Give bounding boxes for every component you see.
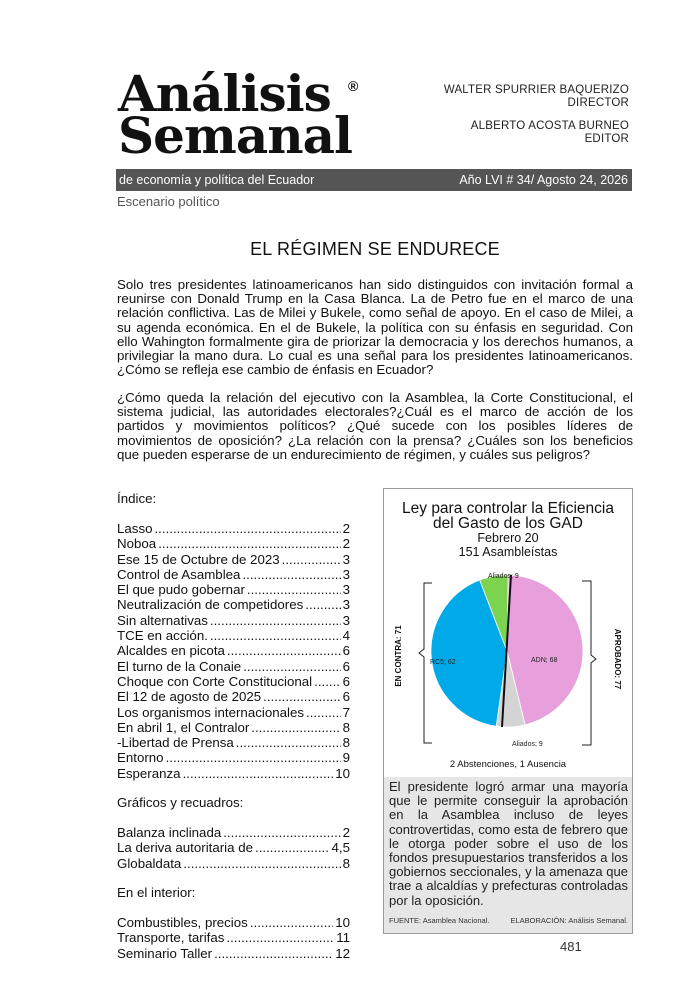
index-entry-page: 3 <box>342 566 350 582</box>
index-entry-title: El 12 de agosto de 2025 <box>117 689 262 705</box>
editor-role: EDITOR <box>584 133 629 145</box>
index-dot-leader <box>183 766 334 781</box>
index-entry-title: En abril 1, el Contralor <box>117 719 250 735</box>
index-entry <box>117 643 350 658</box>
index-entry-title: Control de Asamblea <box>117 566 241 582</box>
index-entry <box>117 705 350 720</box>
logo-line1: Análisis <box>118 64 331 123</box>
index-entry-title: -Libertad de Prensa <box>117 735 234 751</box>
chart-credits <box>389 916 628 925</box>
index-entry-page: 7 <box>342 704 350 720</box>
index-dot-leader <box>166 750 341 765</box>
pie-slice-label: Aliados; 9 <box>512 741 543 748</box>
index-entry-title: Lasso <box>117 521 153 536</box>
editor-name: ALBERTO ACOSTA BURNEO <box>470 120 629 132</box>
index-entry-title: Esperanza <box>117 765 181 781</box>
index-entry-page: 8 <box>342 735 350 751</box>
registered-mark: ® <box>348 78 359 94</box>
index-entry-page: 6 <box>342 658 350 674</box>
chart-area <box>384 489 632 777</box>
index-entry-page: 8 <box>342 719 350 735</box>
index-entry-title: La deriva autoritaria de <box>117 840 254 856</box>
interior-heading: En el interior: <box>117 884 196 900</box>
index-dot-leader <box>314 674 340 689</box>
index-entry-page: 10 <box>335 765 350 781</box>
index-entry-page: 2 <box>342 825 350 841</box>
index-entry <box>117 659 350 674</box>
index-entry-page: 6 <box>342 643 350 659</box>
index-dot-leader <box>250 915 333 930</box>
index-dot-leader <box>214 946 333 961</box>
logo-line2: Semanal <box>118 106 352 165</box>
index-entry-title: Entorno <box>117 750 164 766</box>
tagline: de economía y política del Ecuador <box>119 173 315 187</box>
index-entry-title: El turno de la Conaie <box>117 658 242 674</box>
index-entry-title: Los organismos internacionales <box>117 704 305 720</box>
index-dot-leader <box>282 552 341 567</box>
index-entry <box>117 766 350 781</box>
index-entry-title: Balanza inclinada <box>117 825 222 841</box>
index-entry-page: 11 <box>336 930 350 946</box>
index-entry <box>117 735 350 750</box>
index-entry <box>117 567 350 582</box>
pie-slice-label: RC5; 62 <box>430 659 456 666</box>
index-dot-leader <box>154 521 340 536</box>
index-entry <box>117 856 350 871</box>
index-entry <box>117 521 350 536</box>
index-entry-title: Choque con Corte Constitucional <box>117 673 313 689</box>
index-entry-title: Transporte, tarifas <box>117 930 225 946</box>
index-entry <box>117 674 350 689</box>
index-entry-page: 6 <box>342 673 350 689</box>
pie-chart <box>384 489 632 777</box>
index-entry-page: 2 <box>342 521 350 536</box>
index-entry <box>117 840 350 855</box>
caption-area <box>384 777 632 933</box>
questions-paragraph: ¿Cómo queda la relación del ejecutivo con la Asamblea, la Corte Constitucional, el sistema judicial, las autoridades electorales?¿Cuál es el marco de acción de los partidos y movimientos políticos? ¿Qué sucede con los posibles líderes de movimientos de oposición? ¿La relación con la prensa? ¿Cuáles son los beneficios que pueden esperarse de un endurecimiento de régimen, y cuáles sus peligros? <box>117 390 633 462</box>
index-entry-page: 3 <box>342 612 350 628</box>
index-entry-title: Alcaldes en picota <box>117 643 225 659</box>
index-entry-page: 10 <box>335 914 350 930</box>
index-entry-title: Seminario Taller <box>117 945 213 961</box>
director-role: DIRECTOR <box>567 97 629 109</box>
index-entry-title: Globaldata <box>117 855 182 871</box>
page-number: 481 <box>560 939 582 954</box>
group-label-en-contra: EN CONTRA: 71 <box>394 625 403 687</box>
index-entry-page: 3 <box>342 551 350 567</box>
index-entry <box>117 930 350 945</box>
index-entry-title: Sin alternativas <box>117 612 208 628</box>
chart-date: Febrero 20 <box>477 531 539 545</box>
index-dot-leader <box>251 720 340 735</box>
chart-title-line2: del Gasto de los GAD <box>433 515 583 532</box>
chart-elaboration: ELABORACIÓN: Análisis Semanal. <box>510 916 628 925</box>
index-entry-title: El que pudo gobernar <box>117 582 245 598</box>
index-entry-title: TCE en acción. <box>117 628 208 644</box>
index-entry-page: 8 <box>342 855 350 871</box>
index-entry-title: Neutralización de competidores <box>117 597 304 613</box>
index-entry <box>117 613 350 628</box>
intro-paragraph: Solo tres presidentes latinoamericanos han sido distinguidos con invitación formal a reunirse con Donald Trump en la Casa Blanca. La de Petro fue en el marco de una relación conflictiva. Las de Milei y Bukele, como señal de apoyo. En el caso de Milei, a su agenda económica. En el de Bukele, la política con su énfasis en seguridad. Con ello Wahington formalmente gira de priorizar la democracia y los derechos humanos, a privilegiar la mano dura. Lo cual es una señal para los presidentes latinoamericanos. ¿Cómo se refleja ese cambio de énfasis en Ecuador? <box>117 277 633 378</box>
chart-members: 151 Asambleístas <box>458 545 558 559</box>
index-dot-leader <box>247 582 341 597</box>
masthead-logo <box>118 64 378 165</box>
index-dot-leader <box>223 825 340 840</box>
index-entry-page: 12 <box>335 945 350 961</box>
index-dot-leader <box>183 856 340 871</box>
index-entry <box>117 720 350 735</box>
index-entry <box>117 825 350 840</box>
index-entry <box>117 946 350 961</box>
index-dot-leader <box>210 628 341 643</box>
right-bracket <box>582 581 596 745</box>
index-entry <box>117 582 350 597</box>
index-entry-page: 9 <box>342 750 350 766</box>
index-entry-page: 4 <box>342 628 350 644</box>
pie-slice-label: ADN; 68 <box>531 657 558 664</box>
section-label: Escenario político <box>117 194 220 209</box>
pie-slice-label: Aliados; 9 <box>488 573 519 580</box>
index-dot-leader <box>210 613 341 628</box>
index-dot-leader <box>306 705 341 720</box>
index-dot-leader <box>227 643 341 658</box>
index-dot-leader <box>305 597 340 612</box>
header-band <box>116 169 632 191</box>
index-dot-leader <box>255 840 329 855</box>
chart-caption: El presidente logró armar una mayoría que le permite conseguir la aprobación en la Asamblea incluso de leyes controvertidas, como esta de febrero que le otorga poder sobre el uso de los fondos presupuestarios transferidos a los gobiernos seccionales, y la amenaza que trae a alcaldías y prefecturas controladas por la oposición. <box>389 779 628 908</box>
index-entry <box>117 628 350 643</box>
chart-footnote: 2 Abstenciones, 1 Ausencia <box>449 759 567 770</box>
chart-box <box>383 488 633 934</box>
index-dot-leader <box>243 659 340 674</box>
chart-source: FUENTE: Asamblea Nacional. <box>389 916 490 925</box>
article-title: EL RÉGIMEN SE ENDURECE <box>250 239 500 259</box>
index-entry <box>117 552 350 567</box>
graphics-heading: Gráficos y recuadros: <box>117 795 244 811</box>
index-entry-page: 4,5 <box>331 840 350 856</box>
index-entry <box>117 750 350 765</box>
index-entry-page: 2 <box>342 536 350 552</box>
index-entry <box>117 597 350 612</box>
index-entry-title: Combustibles, precios <box>117 914 248 930</box>
index-entry-title: Noboa <box>117 536 157 552</box>
index-entry <box>117 915 350 930</box>
chart-title-line1: Ley para controlar la Eficiencia <box>402 500 614 517</box>
index-dot-leader <box>263 689 340 704</box>
index-entry-page: 6 <box>342 689 350 705</box>
index-entry-title: Ese 15 de Octubre de 2023 <box>117 551 280 567</box>
index-dot-leader <box>158 536 340 551</box>
table-of-contents <box>117 491 350 961</box>
index-dot-leader <box>242 567 340 582</box>
group-label-aprobado: APROBADO: 77 <box>613 628 622 690</box>
index-heading: Índice: <box>117 491 157 506</box>
index-dot-leader <box>236 735 341 750</box>
index-entry-page: 3 <box>342 597 350 613</box>
index-entry-page: 3 <box>342 582 350 598</box>
index-entry <box>117 536 350 551</box>
staff-credits <box>444 84 629 146</box>
issue-info: Año LVI # 34/ Agosto 24, 2026 <box>459 173 628 187</box>
index-dot-leader <box>226 930 334 945</box>
director-name: WALTER SPURRIER BAQUERIZO <box>443 84 629 96</box>
index-entry <box>117 689 350 704</box>
